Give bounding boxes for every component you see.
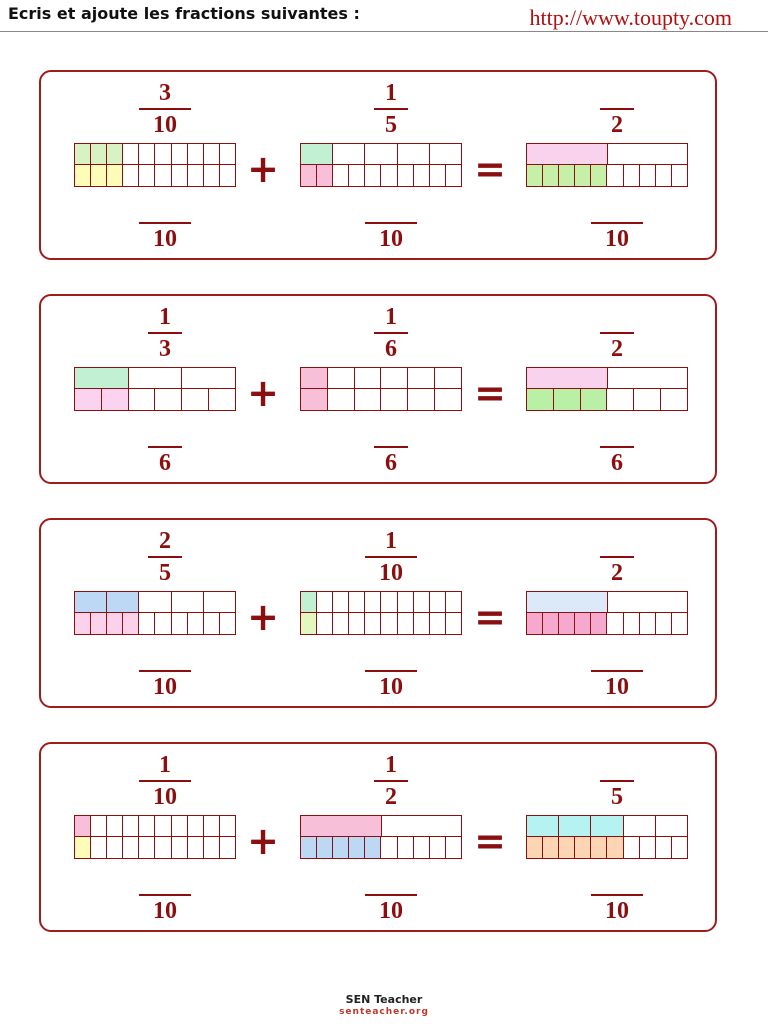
answer-numerator-blank	[591, 894, 643, 896]
empty-cell	[608, 368, 689, 389]
shaded-cell	[91, 165, 107, 187]
empty-cell	[430, 613, 446, 635]
empty-cell	[398, 165, 414, 187]
plus-sign: +	[247, 595, 279, 639]
empty-cell	[139, 592, 171, 613]
empty-cell	[398, 613, 414, 635]
exercise-box	[39, 294, 717, 484]
shaded-cell	[91, 144, 107, 165]
shaded-cell	[75, 368, 129, 389]
answer-numerator-blank	[139, 670, 191, 672]
empty-cell	[640, 613, 656, 635]
fraction-denominator: 10	[379, 560, 403, 586]
empty-cell	[381, 613, 397, 635]
fraction-numerator: 1	[385, 752, 397, 778]
fraction-bar-model-bottom	[526, 837, 688, 859]
fraction-numerator: 3	[159, 80, 171, 106]
answer-numerator-blank	[374, 446, 408, 448]
empty-cell	[672, 165, 688, 187]
empty-cell	[91, 837, 107, 859]
empty-cell	[656, 165, 672, 187]
empty-cell	[349, 592, 365, 613]
fraction-bar-model-bottom	[526, 613, 688, 635]
empty-cell	[107, 837, 123, 859]
answer-denominator: 10	[379, 226, 403, 252]
fraction-bar-model-bottom	[300, 613, 462, 635]
shaded-cell	[575, 165, 591, 187]
empty-cell	[607, 165, 623, 187]
empty-cell	[430, 165, 446, 187]
shaded-cell	[301, 592, 317, 613]
empty-cell	[414, 837, 430, 859]
answer-denominator: 10	[153, 674, 177, 700]
empty-cell	[328, 368, 355, 389]
empty-cell	[172, 144, 188, 165]
shaded-cell	[527, 837, 543, 859]
plus-sign: +	[247, 819, 279, 863]
empty-cell	[155, 837, 171, 859]
empty-cell	[398, 592, 414, 613]
empty-cell	[672, 613, 688, 635]
empty-cell	[365, 613, 381, 635]
shaded-cell	[75, 144, 91, 165]
fraction-denominator: 2	[611, 560, 623, 586]
answer-numerator-blank	[139, 222, 191, 224]
fraction-bar-model-bottom	[300, 837, 462, 859]
empty-cell	[381, 389, 408, 411]
empty-cell	[172, 816, 188, 837]
fraction-denominator: 5	[611, 784, 623, 810]
empty-cell	[328, 389, 355, 411]
shaded-cell	[554, 389, 581, 411]
shaded-cell	[527, 144, 608, 165]
shaded-cell	[591, 816, 623, 837]
empty-cell	[91, 816, 107, 837]
fraction-bar	[374, 108, 408, 110]
empty-cell	[155, 389, 182, 411]
empty-cell	[381, 837, 397, 859]
exercise-box	[39, 70, 717, 260]
shaded-cell	[559, 816, 591, 837]
fraction-bar-model-bottom	[74, 613, 236, 635]
fraction-bar	[600, 108, 634, 110]
answer-denominator: 6	[611, 450, 623, 476]
empty-cell	[220, 144, 236, 165]
empty-cell	[139, 816, 155, 837]
answer-numerator-blank	[600, 446, 634, 448]
empty-cell	[204, 613, 220, 635]
shaded-cell	[301, 613, 317, 635]
fraction-bar-model-top	[300, 367, 462, 389]
empty-cell	[220, 613, 236, 635]
answer-numerator-blank	[139, 894, 191, 896]
empty-cell	[640, 165, 656, 187]
empty-cell	[188, 613, 204, 635]
empty-cell	[172, 592, 204, 613]
fraction-bar-model-bottom	[74, 837, 236, 859]
fraction-bar-model-bottom	[74, 389, 236, 411]
answer-denominator: 10	[605, 226, 629, 252]
source-url-link[interactable]: http://www.toupty.com	[529, 5, 732, 30]
empty-cell	[382, 816, 463, 837]
empty-cell	[182, 389, 209, 411]
empty-cell	[672, 837, 688, 859]
fraction-denominator: 5	[385, 112, 397, 138]
shaded-cell	[349, 837, 365, 859]
fraction-bar-model-top	[300, 143, 462, 165]
answer-denominator: 6	[159, 450, 171, 476]
empty-cell	[435, 368, 462, 389]
equals-sign: =	[474, 371, 506, 415]
empty-cell	[123, 837, 139, 859]
shaded-cell	[333, 837, 349, 859]
empty-cell	[430, 837, 446, 859]
fraction-bar	[374, 780, 408, 782]
fraction-bar	[139, 108, 191, 110]
fraction-numerator: 1	[385, 528, 397, 554]
empty-cell	[204, 144, 220, 165]
fraction-denominator: 10	[153, 784, 177, 810]
empty-cell	[172, 613, 188, 635]
fraction-bar-model-top	[74, 815, 236, 837]
shaded-cell	[301, 816, 382, 837]
shaded-cell	[543, 837, 559, 859]
answer-denominator: 10	[379, 674, 403, 700]
empty-cell	[317, 613, 333, 635]
footer-website: senteacher.org	[339, 1007, 429, 1017]
empty-cell	[204, 592, 236, 613]
footer-brand: SEN Teacher	[345, 993, 423, 1006]
empty-cell	[220, 837, 236, 859]
plus-sign: +	[247, 147, 279, 191]
empty-cell	[333, 165, 349, 187]
empty-cell	[365, 592, 381, 613]
empty-cell	[624, 816, 656, 837]
exercise-box	[39, 518, 717, 708]
shaded-cell	[527, 613, 543, 635]
fraction-bar-model-top	[526, 367, 688, 389]
shaded-cell	[365, 837, 381, 859]
shaded-cell	[591, 165, 607, 187]
empty-cell	[172, 165, 188, 187]
fraction-bar-model-top	[74, 367, 236, 389]
answer-denominator: 10	[153, 898, 177, 924]
exercise-box	[39, 742, 717, 932]
empty-cell	[123, 144, 139, 165]
empty-cell	[139, 144, 155, 165]
empty-cell	[155, 816, 171, 837]
fraction-bar-model-top	[74, 143, 236, 165]
shaded-cell	[301, 389, 328, 411]
empty-cell	[634, 389, 661, 411]
fraction-bar	[148, 556, 182, 558]
fraction-bar-model-top	[300, 591, 462, 613]
fraction-bar	[600, 332, 634, 334]
shaded-cell	[559, 165, 575, 187]
fraction-bar	[139, 780, 191, 782]
shaded-cell	[559, 837, 575, 859]
shaded-cell	[559, 613, 575, 635]
empty-cell	[408, 389, 435, 411]
fraction-denominator: 3	[159, 336, 171, 362]
empty-cell	[355, 389, 382, 411]
empty-cell	[446, 613, 462, 635]
empty-cell	[107, 816, 123, 837]
shaded-cell	[91, 613, 107, 635]
shaded-cell	[317, 165, 333, 187]
empty-cell	[656, 816, 688, 837]
page-title: Ecris et ajoute les fractions suivantes :	[8, 4, 360, 23]
fraction-denominator: 2	[385, 784, 397, 810]
empty-cell	[333, 592, 349, 613]
shaded-cell	[527, 816, 559, 837]
empty-cell	[123, 816, 139, 837]
empty-cell	[435, 389, 462, 411]
empty-cell	[661, 389, 688, 411]
empty-cell	[608, 144, 689, 165]
answer-numerator-blank	[365, 894, 417, 896]
empty-cell	[381, 165, 397, 187]
fraction-bar	[148, 332, 182, 334]
empty-cell	[155, 613, 171, 635]
answer-numerator-blank	[365, 222, 417, 224]
empty-cell	[446, 592, 462, 613]
equals-sign: =	[474, 595, 506, 639]
empty-cell	[172, 837, 188, 859]
empty-cell	[188, 144, 204, 165]
empty-cell	[204, 816, 220, 837]
fraction-bar-model-top	[300, 815, 462, 837]
empty-cell	[333, 144, 365, 165]
fraction-denominator: 2	[611, 336, 623, 362]
empty-cell	[139, 165, 155, 187]
shaded-cell	[581, 389, 608, 411]
empty-cell	[129, 389, 156, 411]
fraction-bar-model-top	[526, 815, 688, 837]
empty-cell	[381, 368, 408, 389]
shaded-cell	[543, 165, 559, 187]
empty-cell	[446, 837, 462, 859]
shaded-cell	[107, 165, 123, 187]
empty-cell	[204, 837, 220, 859]
shaded-cell	[317, 837, 333, 859]
empty-cell	[155, 144, 171, 165]
header-divider	[0, 31, 768, 32]
empty-cell	[123, 165, 139, 187]
empty-cell	[139, 613, 155, 635]
answer-denominator: 10	[153, 226, 177, 252]
shaded-cell	[575, 837, 591, 859]
fraction-numerator: 1	[385, 80, 397, 106]
fraction-numerator: 1	[159, 752, 171, 778]
shaded-cell	[75, 165, 91, 187]
empty-cell	[640, 837, 656, 859]
fraction-bar	[600, 556, 634, 558]
empty-cell	[188, 816, 204, 837]
shaded-cell	[527, 368, 608, 389]
empty-cell	[624, 613, 640, 635]
shaded-cell	[527, 165, 543, 187]
shaded-cell	[607, 837, 623, 859]
fraction-bar-model-bottom	[526, 389, 688, 411]
answer-denominator: 10	[605, 674, 629, 700]
empty-cell	[220, 165, 236, 187]
fraction-numerator: 1	[159, 304, 171, 330]
shaded-cell	[527, 389, 554, 411]
empty-cell	[155, 165, 171, 187]
equals-sign: =	[474, 819, 506, 863]
empty-cell	[381, 592, 397, 613]
fraction-denominator: 2	[611, 112, 623, 138]
shaded-cell	[591, 613, 607, 635]
fraction-bar-model-bottom	[300, 165, 462, 187]
empty-cell	[414, 165, 430, 187]
fraction-bar-model-top	[74, 591, 236, 613]
shaded-cell	[543, 613, 559, 635]
empty-cell	[656, 613, 672, 635]
fraction-denominator: 6	[385, 336, 397, 362]
empty-cell	[349, 613, 365, 635]
fraction-numerator: 1	[385, 304, 397, 330]
empty-cell	[430, 144, 462, 165]
answer-numerator-blank	[365, 670, 417, 672]
answer-denominator: 6	[385, 450, 397, 476]
empty-cell	[607, 613, 623, 635]
shaded-cell	[75, 389, 102, 411]
fraction-numerator: 2	[159, 528, 171, 554]
empty-cell	[365, 165, 381, 187]
shaded-cell	[301, 368, 328, 389]
shaded-cell	[107, 613, 123, 635]
empty-cell	[608, 592, 689, 613]
fraction-bar-model-top	[526, 143, 688, 165]
fraction-bar	[365, 556, 417, 558]
empty-cell	[414, 592, 430, 613]
empty-cell	[349, 165, 365, 187]
empty-cell	[398, 144, 430, 165]
shaded-cell	[75, 837, 91, 859]
fraction-denominator: 10	[153, 112, 177, 138]
shaded-cell	[107, 144, 123, 165]
fraction-bar-model-bottom	[526, 165, 688, 187]
empty-cell	[656, 837, 672, 859]
shaded-cell	[591, 837, 607, 859]
empty-cell	[624, 837, 640, 859]
answer-denominator: 10	[379, 898, 403, 924]
answer-numerator-blank	[148, 446, 182, 448]
fraction-bar	[600, 780, 634, 782]
shaded-cell	[527, 592, 608, 613]
empty-cell	[333, 613, 349, 635]
fraction-bar-model-bottom	[74, 165, 236, 187]
shaded-cell	[123, 613, 139, 635]
fraction-denominator: 5	[159, 560, 171, 586]
fraction-bar	[374, 332, 408, 334]
fraction-bar-model-bottom	[300, 389, 462, 411]
empty-cell	[220, 816, 236, 837]
empty-cell	[209, 389, 236, 411]
empty-cell	[317, 592, 333, 613]
empty-cell	[182, 368, 236, 389]
shaded-cell	[301, 165, 317, 187]
empty-cell	[188, 837, 204, 859]
empty-cell	[446, 165, 462, 187]
shaded-cell	[75, 613, 91, 635]
empty-cell	[139, 837, 155, 859]
empty-cell	[607, 389, 634, 411]
empty-cell	[408, 368, 435, 389]
shaded-cell	[107, 592, 139, 613]
empty-cell	[430, 592, 446, 613]
shaded-cell	[75, 816, 91, 837]
answer-numerator-blank	[591, 670, 643, 672]
empty-cell	[204, 165, 220, 187]
empty-cell	[414, 613, 430, 635]
empty-cell	[624, 165, 640, 187]
empty-cell	[398, 837, 414, 859]
shaded-cell	[102, 389, 129, 411]
shaded-cell	[301, 837, 317, 859]
empty-cell	[355, 368, 382, 389]
equals-sign: =	[474, 147, 506, 191]
shaded-cell	[75, 592, 107, 613]
empty-cell	[188, 165, 204, 187]
empty-cell	[129, 368, 183, 389]
empty-cell	[365, 144, 397, 165]
shaded-cell	[575, 613, 591, 635]
answer-numerator-blank	[591, 222, 643, 224]
answer-denominator: 10	[605, 898, 629, 924]
fraction-bar-model-top	[526, 591, 688, 613]
plus-sign: +	[247, 371, 279, 415]
shaded-cell	[301, 144, 333, 165]
